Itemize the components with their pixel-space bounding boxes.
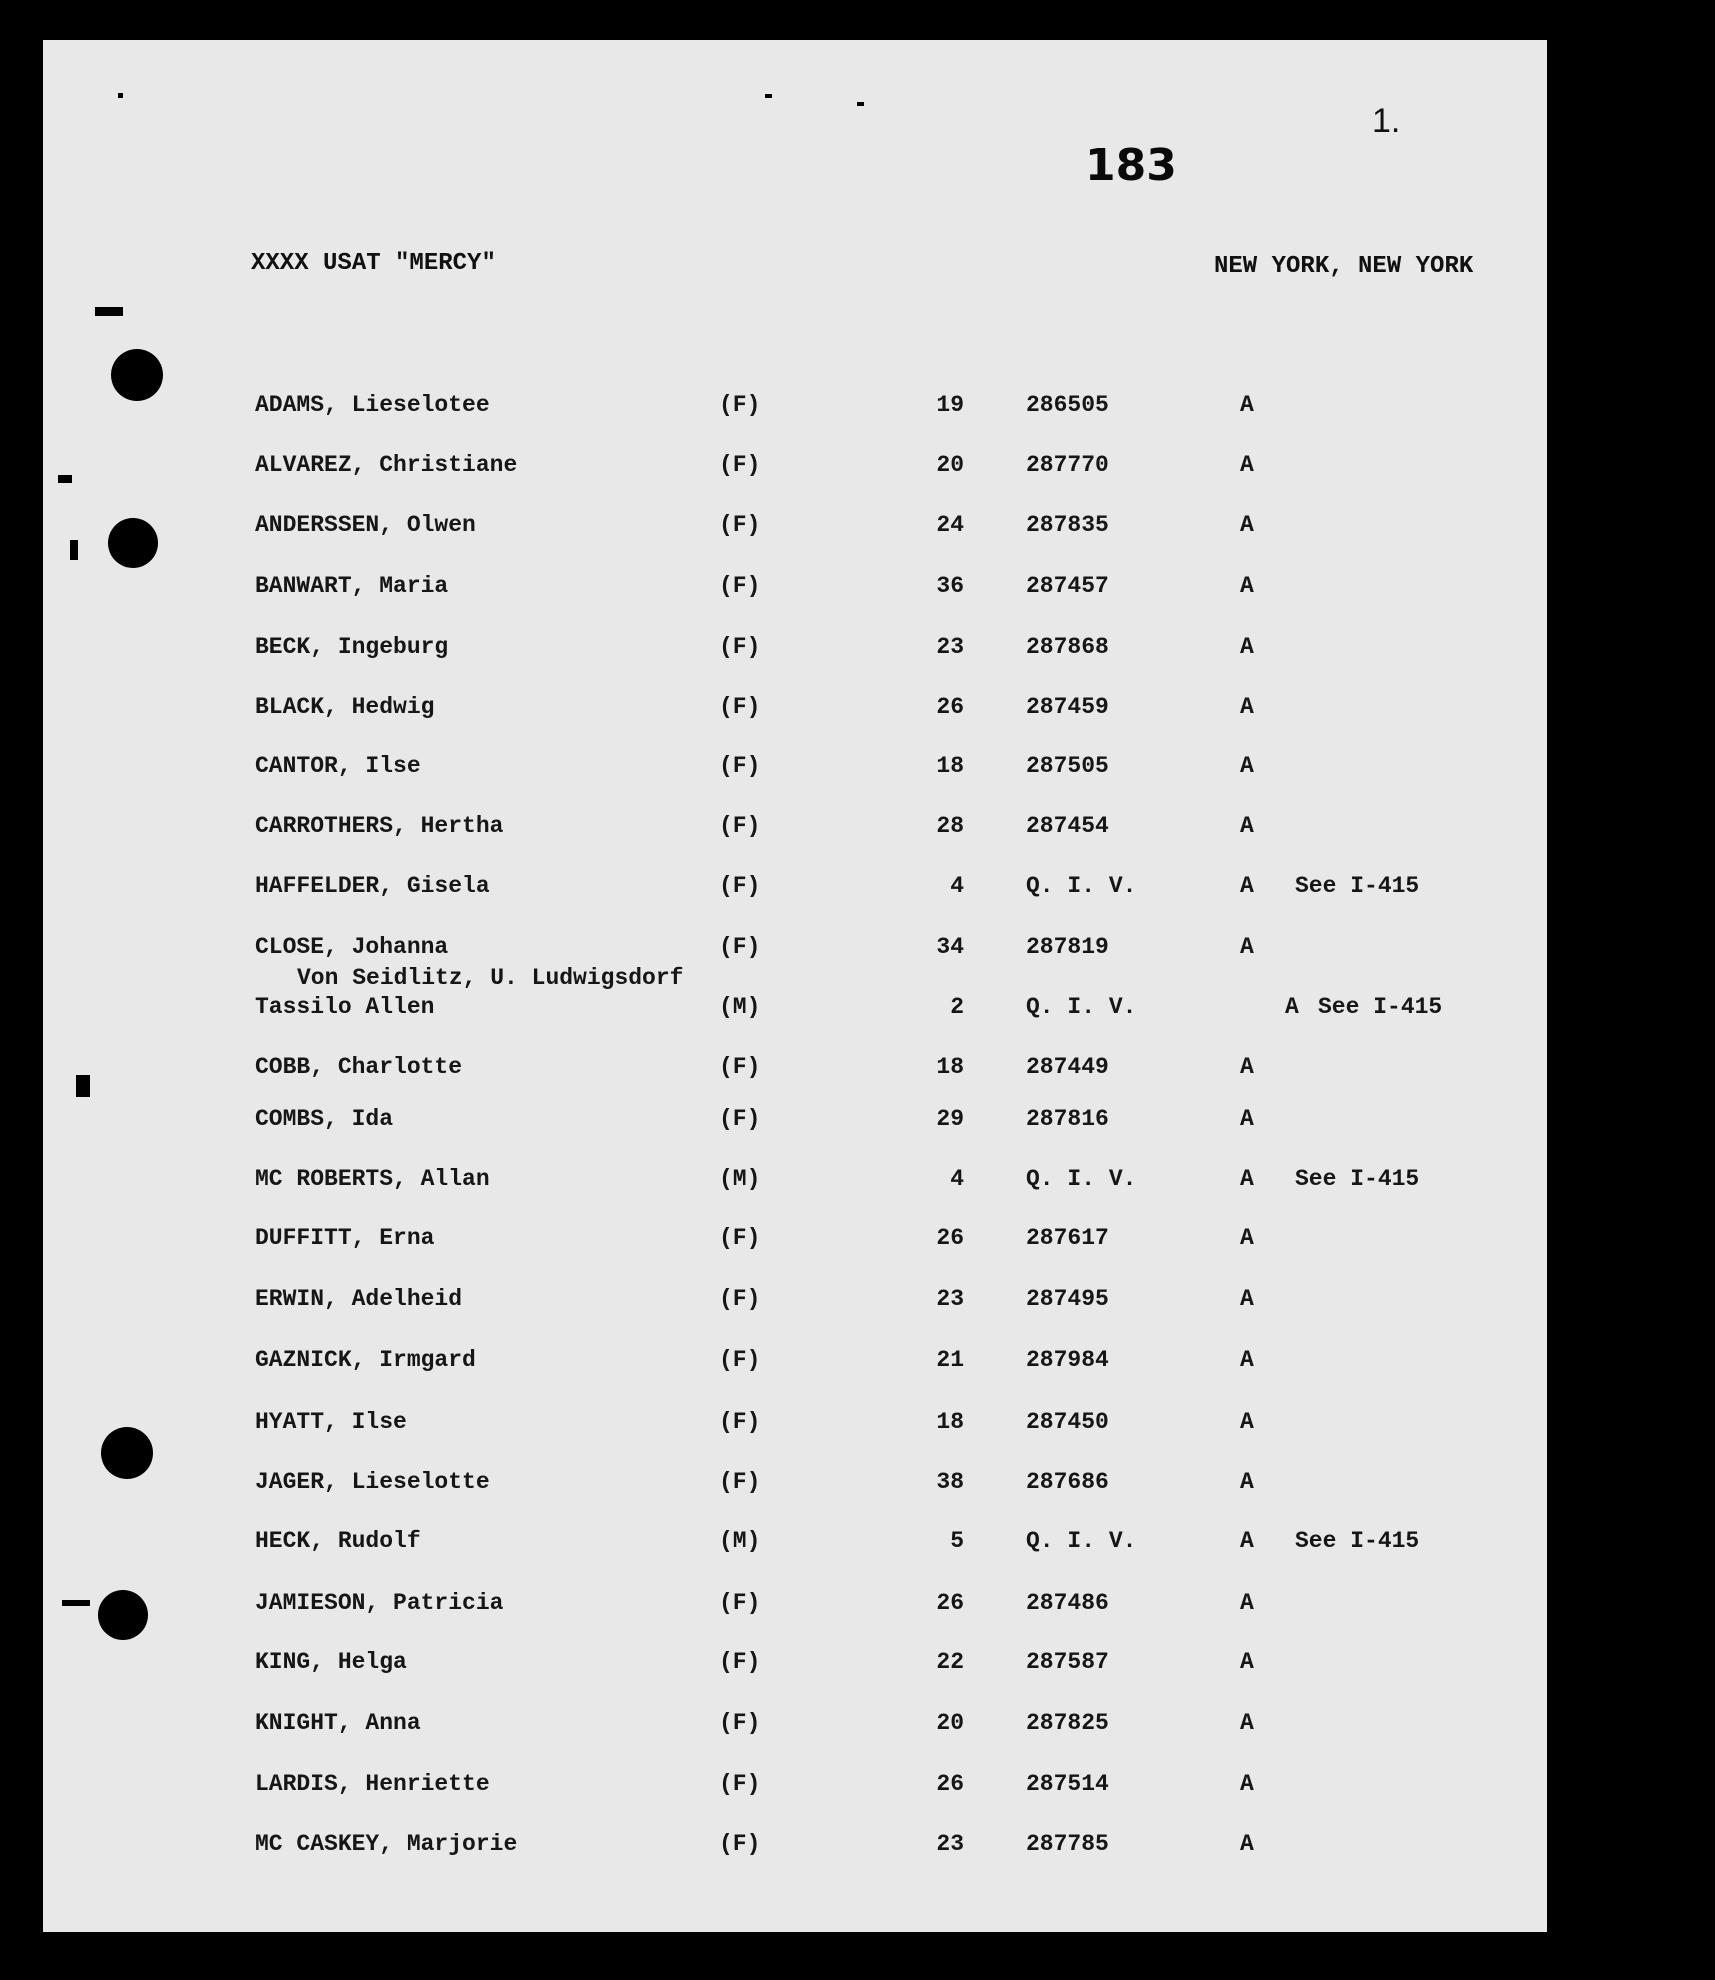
cell-sex: (F) (719, 392, 761, 418)
cell-number: 287457 (1026, 573, 1109, 599)
cell-age: 38 (936, 1469, 964, 1495)
cell-sex: (F) (719, 452, 761, 478)
cell-age: 19 (936, 392, 964, 418)
cell-number: Q. I. V. (1026, 1166, 1137, 1192)
cell-number: 287495 (1026, 1286, 1109, 1312)
cell-name: HAFFELDER, Gisela (255, 873, 490, 899)
cell-age: 23 (936, 1831, 964, 1857)
table-row (0, 694, 1500, 726)
cell-number: 287514 (1026, 1771, 1109, 1797)
cell-name: BECK, Ingeburg (255, 634, 449, 660)
cell-number: 287617 (1026, 1225, 1109, 1251)
cell-sex: (F) (719, 573, 761, 599)
table-row (0, 1286, 1500, 1318)
cell-name: JAGER, Lieselotte (255, 1469, 490, 1495)
cell-age: 24 (936, 512, 964, 538)
cell-age: 29 (936, 1106, 964, 1132)
cell-age: 18 (936, 753, 964, 779)
cell-name: CANTOR, Ilse (255, 753, 421, 779)
cell-name: HYATT, Ilse (255, 1409, 407, 1435)
cell-sex: (F) (719, 813, 761, 839)
cell-number: 287449 (1026, 1054, 1109, 1080)
table-row (0, 1649, 1500, 1681)
cell-sex: (F) (719, 1225, 761, 1251)
table-row (0, 1831, 1500, 1863)
cell-name: LARDIS, Henriette (255, 1771, 490, 1797)
cell-name: DUFFITT, Erna (255, 1225, 435, 1251)
cell-sex: (F) (719, 1347, 761, 1373)
cell-number: 287816 (1026, 1106, 1109, 1132)
cell-age: 18 (936, 1054, 964, 1080)
cell-name: BANWART, Maria (255, 573, 449, 599)
cell-age: 22 (936, 1649, 964, 1675)
cell-number: 287686 (1026, 1469, 1109, 1495)
table-row (0, 1106, 1500, 1138)
cell-class: A (1240, 813, 1254, 839)
cell-name: MC CASKEY, Marjorie (255, 1831, 518, 1857)
cell-sex: (F) (719, 1054, 761, 1080)
cell-number: 286505 (1026, 392, 1109, 418)
cell-sex: (F) (719, 873, 761, 899)
cell-note: See I-415 (1295, 1528, 1420, 1554)
cell-note: See I-415 (1295, 873, 1420, 899)
cell-class: A (1240, 634, 1254, 660)
cell-age: 4 (950, 873, 964, 899)
cell-age: 26 (936, 694, 964, 720)
cell-number: 287984 (1026, 1347, 1109, 1373)
cell-class: A (1240, 1649, 1254, 1675)
cell-age: 23 (936, 1286, 964, 1312)
cell-class: A (1240, 1409, 1254, 1435)
cell-name: ANDERSSEN, Olwen (255, 512, 476, 538)
cell-class: A (1240, 1225, 1254, 1251)
table-row (0, 994, 1500, 1026)
cell-name: JAMIESON, Patricia (255, 1590, 504, 1616)
cell-number: 287770 (1026, 452, 1109, 478)
scan-mark (95, 307, 123, 316)
cell-number: 287785 (1026, 1831, 1109, 1857)
table-row (0, 392, 1500, 424)
scan-mark (857, 102, 864, 106)
cell-name: Tassilo Allen (255, 994, 435, 1020)
table-row (0, 813, 1500, 845)
cell-sex: (F) (719, 934, 761, 960)
cell-age: 26 (936, 1590, 964, 1616)
cell-age: 4 (950, 1166, 964, 1192)
cell-age: 18 (936, 1409, 964, 1435)
cell-number: 287459 (1026, 694, 1109, 720)
table-row (0, 573, 1500, 605)
cell-sex: (F) (719, 753, 761, 779)
cell-class: A (1240, 1831, 1254, 1857)
table-row (0, 1469, 1500, 1501)
table-row (0, 1710, 1500, 1742)
cell-sex: (F) (719, 1106, 761, 1132)
cell-number: Q. I. V. (1026, 994, 1137, 1020)
scan-mark (765, 94, 772, 98)
cell-number: 287825 (1026, 1710, 1109, 1736)
cell-age: 36 (936, 573, 964, 599)
cell-sex: (F) (719, 512, 761, 538)
table-row (0, 1054, 1500, 1086)
cell-name: KNIGHT, Anna (255, 1710, 421, 1736)
cell-class: A (1240, 1286, 1254, 1312)
cell-name: COMBS, Ida (255, 1106, 394, 1132)
cell-class: A (1240, 1054, 1254, 1080)
cell-number: Q. I. V. (1026, 873, 1137, 899)
cell-age: 23 (936, 634, 964, 660)
table-row (0, 753, 1500, 785)
cell-class: A (1240, 573, 1254, 599)
cell-note: See I-415 (1295, 1166, 1420, 1192)
location-heading: NEW YORK, NEW YORK (1214, 253, 1474, 280)
cell-number: 287454 (1026, 813, 1109, 839)
cell-sex: (F) (719, 1590, 761, 1616)
cell-class: A (1240, 1771, 1254, 1797)
cell-age: 20 (936, 452, 964, 478)
table-row (0, 1528, 1500, 1560)
cell-class: A (1240, 1590, 1254, 1616)
table-row (0, 452, 1500, 484)
cell-name: ALVAREZ, Christiane (255, 452, 518, 478)
cell-number: 287486 (1026, 1590, 1109, 1616)
cell-class: A (1240, 392, 1254, 418)
cell-class: A (1240, 753, 1254, 779)
inserted-name-line: Von Seidlitz, U. Ludwigsdorf (297, 965, 684, 991)
cell-class: A (1240, 873, 1254, 899)
cell-sex: (M) (719, 994, 761, 1020)
cell-class: A (1240, 1106, 1254, 1132)
table-row (0, 1225, 1500, 1257)
cell-number: 287868 (1026, 634, 1109, 660)
table-row (0, 512, 1500, 544)
page-number: 183 (1085, 140, 1177, 191)
cell-name: HECK, Rudolf (255, 1528, 421, 1554)
cell-sex: (F) (719, 1831, 761, 1857)
scan-mark (118, 93, 123, 98)
cell-age: 20 (936, 1710, 964, 1736)
table-row (0, 1166, 1500, 1198)
cell-sex: (F) (719, 694, 761, 720)
cell-age: 26 (936, 1225, 964, 1251)
cell-sex: (F) (719, 1409, 761, 1435)
cell-class: A (1240, 934, 1254, 960)
cell-number: 287819 (1026, 934, 1109, 960)
cell-name: CLOSE, Johanna (255, 934, 449, 960)
cell-class: A (1240, 1166, 1254, 1192)
cell-class: A (1285, 994, 1299, 1020)
table-row (0, 634, 1500, 666)
cell-class: A (1240, 1528, 1254, 1554)
cell-number: Q. I. V. (1026, 1528, 1137, 1554)
corner-mark: 1. (1372, 102, 1401, 140)
cell-name: COBB, Charlotte (255, 1054, 463, 1080)
cell-number: 287587 (1026, 1649, 1109, 1675)
cell-sex: (F) (719, 1771, 761, 1797)
cell-sex: (F) (719, 1649, 761, 1675)
table-row (0, 934, 1500, 966)
table-row (0, 1590, 1500, 1622)
cell-class: A (1240, 1347, 1254, 1373)
cell-sex: (M) (719, 1166, 761, 1192)
table-row (0, 1771, 1500, 1803)
cell-age: 28 (936, 813, 964, 839)
cell-sex: (F) (719, 1469, 761, 1495)
cell-name: ADAMS, Lieselotee (255, 392, 490, 418)
cell-class: A (1240, 452, 1254, 478)
cell-name: MC ROBERTS, Allan (255, 1166, 490, 1192)
cell-age: 21 (936, 1347, 964, 1373)
cell-name: KING, Helga (255, 1649, 407, 1675)
cell-sex: (F) (719, 1286, 761, 1312)
cell-age: 34 (936, 934, 964, 960)
cell-age: 2 (950, 994, 964, 1020)
cell-number: 287505 (1026, 753, 1109, 779)
cell-name: BLACK, Hedwig (255, 694, 435, 720)
cell-sex: (F) (719, 1710, 761, 1736)
table-row (0, 1347, 1500, 1379)
cell-class: A (1240, 512, 1254, 538)
cell-age: 5 (950, 1528, 964, 1554)
cell-number: 287450 (1026, 1409, 1109, 1435)
cell-name: GAZNICK, Irmgard (255, 1347, 476, 1373)
cell-class: A (1240, 694, 1254, 720)
ship-heading: XXXX USAT "MERCY" (251, 250, 496, 277)
cell-note: See I-415 (1318, 994, 1443, 1020)
cell-class: A (1240, 1710, 1254, 1736)
table-row (0, 873, 1500, 905)
cell-name: CARROTHERS, Hertha (255, 813, 504, 839)
table-row (0, 1409, 1500, 1441)
cell-sex: (M) (719, 1528, 761, 1554)
cell-number: 287835 (1026, 512, 1109, 538)
cell-age: 26 (936, 1771, 964, 1797)
cell-name: ERWIN, Adelheid (255, 1286, 463, 1312)
cell-sex: (F) (719, 634, 761, 660)
cell-class: A (1240, 1469, 1254, 1495)
